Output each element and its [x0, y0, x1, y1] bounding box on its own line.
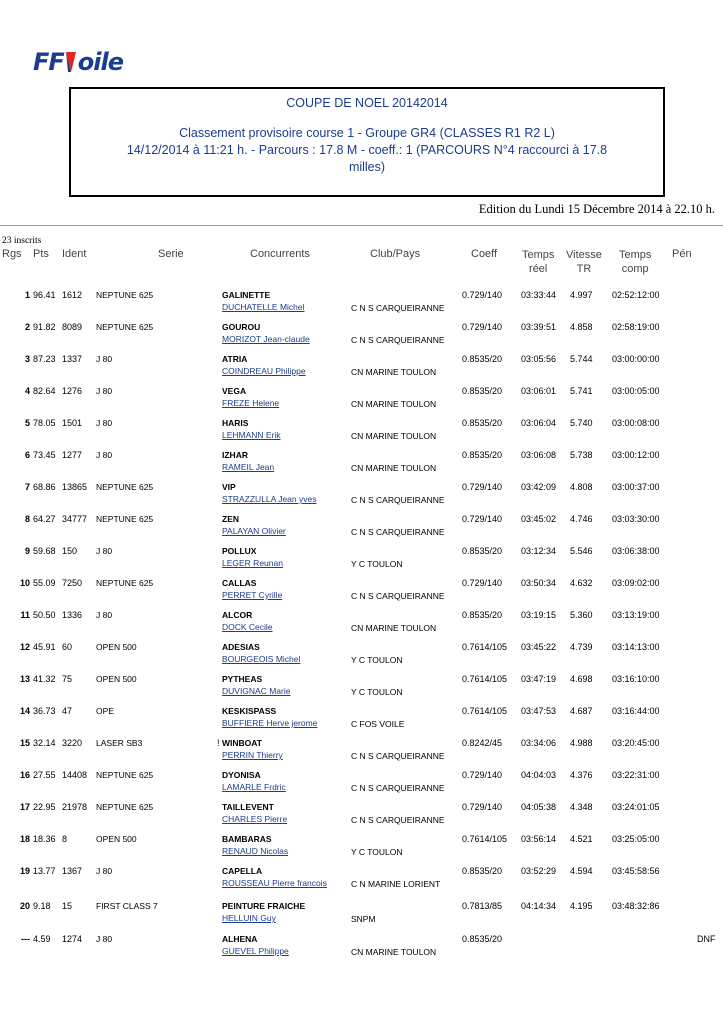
temps-comp: 03:20:45:00	[612, 738, 660, 748]
vitesse: 4.739	[570, 642, 593, 652]
ident: 60	[62, 642, 73, 652]
skipper-link[interactable]: RAMEIL Jean	[222, 462, 275, 472]
skipper-link[interactable]: STRAZZULLA Jean yves	[222, 494, 317, 504]
points: 87.23	[33, 354, 56, 364]
ident: 34777	[62, 514, 88, 524]
table-row	[0, 674, 723, 710]
table-row	[0, 322, 723, 358]
skipper-link[interactable]: CHARLES Pierre	[222, 814, 288, 824]
points: 22.95	[33, 802, 56, 812]
temps-reel: 03:47:53	[521, 706, 557, 716]
rank: ---	[21, 934, 30, 944]
vitesse: 4.858	[570, 322, 593, 332]
boat-name: WINBOAT	[222, 738, 262, 748]
skipper-link[interactable]: LEGER Reunan	[222, 558, 283, 568]
points: 73.45	[33, 450, 56, 460]
rank: 7	[24, 482, 30, 492]
serie: NEPTUNE 625	[96, 482, 154, 492]
coeff: 0.7813/85	[462, 901, 503, 911]
vitesse: 5.546	[570, 546, 593, 556]
ident: 8	[62, 834, 68, 844]
temps-comp: 03:22:31:00	[612, 770, 660, 780]
table-row	[0, 802, 723, 838]
vitesse: 4.746	[570, 514, 593, 524]
ident: 13865	[62, 482, 88, 492]
temps-comp: 03:45:58:56	[612, 866, 660, 876]
club: CN MARINE TOULON	[351, 367, 437, 377]
ident: 1501	[62, 418, 83, 428]
club: C N S CARQUEIRANNE	[351, 495, 445, 505]
points: 41.32	[33, 674, 56, 684]
ident: 1367	[62, 866, 83, 876]
vitesse: 4.195	[570, 901, 593, 911]
temps-reel: 04:05:38	[521, 802, 557, 812]
club: CN MARINE TOULON	[351, 431, 437, 441]
serie: NEPTUNE 625	[96, 290, 154, 300]
skipper-link[interactable]: DUCHATELLE Michel	[222, 302, 305, 312]
table-row	[0, 834, 723, 870]
temps-reel: 03:47:19	[521, 674, 557, 684]
skipper-link[interactable]: MORIZOT Jean-claude	[222, 334, 310, 344]
skipper-link[interactable]: PERRIN Thierry	[222, 750, 283, 760]
vitesse: 4.594	[570, 866, 593, 876]
vitesse: 4.698	[570, 674, 593, 684]
rank: 13	[19, 674, 30, 684]
vitesse: 4.988	[570, 738, 593, 748]
ident: 1612	[62, 290, 83, 300]
serie: OPEN 500	[96, 834, 137, 844]
sail-icon	[64, 50, 78, 74]
table-row	[0, 354, 723, 390]
coeff: 0.8535/20	[462, 450, 503, 460]
header-club: Club/Pays	[370, 248, 421, 260]
ident: 47	[62, 706, 73, 716]
serie: FIRST CLASS 7	[96, 901, 158, 911]
temps-comp: 03:03:30:00	[612, 514, 660, 524]
temps-reel: 03:45:02	[521, 514, 557, 524]
temps-comp: 03:24:01:05	[612, 802, 660, 812]
table-row	[0, 738, 723, 774]
vitesse: 4.632	[570, 578, 593, 588]
rank: 18	[19, 834, 30, 844]
ident: 1336	[62, 610, 83, 620]
boat-name: ZEN	[222, 514, 239, 524]
header-coeff: Coeff	[471, 248, 498, 260]
skipper-link[interactable]: FREZE Helene	[222, 398, 280, 408]
club: C N S CARQUEIRANNE	[351, 783, 445, 793]
skipper-link[interactable]: GUEVEL Philippe	[222, 946, 289, 956]
classement-line1: Classement provisoire course 1 - Groupe GR4 (CLASSES R1 R2 L)	[179, 126, 555, 140]
temps-comp: 03:16:10:00	[612, 674, 660, 684]
boat-name: ADESIAS	[222, 642, 260, 652]
ident: 14408	[62, 770, 88, 780]
coeff: 0.729/140	[462, 578, 503, 588]
header-concurrents: Concurrents	[250, 248, 310, 260]
table-row	[0, 290, 723, 326]
club: C N S CARQUEIRANNE	[351, 815, 445, 825]
club: C N S CARQUEIRANNE	[351, 751, 445, 761]
boat-name: ALCOR	[222, 610, 253, 620]
club: C N S CARQUEIRANNE	[351, 527, 445, 537]
table-row	[0, 901, 723, 937]
rank: 2	[24, 322, 30, 332]
serie: OPEN 500	[96, 642, 137, 652]
points: 82.64	[33, 386, 56, 396]
coeff: 0.8535/20	[462, 934, 503, 944]
club: C N S CARQUEIRANNE	[351, 303, 445, 313]
temps-comp: 03:09:02:00	[612, 578, 660, 588]
rank: 14	[19, 706, 30, 716]
coeff: 0.8535/20	[462, 386, 503, 396]
vitesse: 5.360	[570, 610, 593, 620]
boat-name: HARIS	[222, 418, 249, 428]
boat-name: VEGA	[222, 386, 247, 396]
serie: NEPTUNE 625	[96, 322, 154, 332]
club: Y C TOULON	[351, 559, 403, 569]
coeff: 0.729/140	[462, 770, 503, 780]
coeff: 0.7614/105	[462, 642, 508, 652]
rank: 6	[24, 450, 30, 460]
points: 55.09	[33, 578, 56, 588]
club: CN MARINE TOULON	[351, 623, 437, 633]
table-row	[0, 418, 723, 454]
coeff: 0.729/140	[462, 322, 503, 332]
header-pts: Pts	[33, 248, 49, 260]
points: 59.68	[33, 546, 56, 556]
club: Y C TOULON	[351, 687, 403, 697]
club: SNPM	[351, 914, 376, 924]
ident: 7250	[62, 578, 83, 588]
points: 96.41	[33, 290, 56, 300]
rank: 5	[24, 418, 30, 428]
temps-comp: 03:06:38:00	[612, 546, 660, 556]
rank: 3	[24, 354, 30, 364]
points: 91.82	[33, 322, 56, 332]
temps-reel: 04:14:34	[521, 901, 557, 911]
points: 9.18	[33, 901, 51, 911]
temps-comp: 03:13:19:00	[612, 610, 660, 620]
header-temps-reel: Temps réel	[522, 249, 555, 275]
coeff: 0.7614/105	[462, 706, 508, 716]
penalty: DNF	[697, 934, 716, 944]
points: 45.91	[33, 642, 56, 652]
serie: NEPTUNE 625	[96, 578, 154, 588]
rank: 16	[19, 770, 30, 780]
table-row	[0, 934, 723, 970]
table-row	[0, 482, 723, 518]
table-row	[0, 514, 723, 550]
points: 18.36	[33, 834, 56, 844]
temps-reel: 03:06:08	[521, 450, 557, 460]
skipper-link[interactable]: BOURGEOIS Michel	[222, 654, 301, 664]
ident: 8089	[62, 322, 83, 332]
header-pen: Pén	[672, 248, 692, 260]
temps-reel: 03:39:51	[521, 322, 557, 332]
rank: 19	[19, 866, 30, 876]
club: CN MARINE TOULON	[351, 947, 437, 957]
points: 4.59	[33, 934, 51, 944]
temps-reel: 03:45:22	[521, 642, 557, 652]
rank: 15	[19, 738, 30, 748]
rank: 20	[19, 901, 30, 911]
serie: OPE	[96, 706, 114, 716]
ident: 75	[62, 674, 73, 684]
serie: J 80	[96, 354, 113, 364]
boat-name: ATRIA	[222, 354, 248, 364]
coeff: 0.8535/20	[462, 546, 503, 556]
temps-reel: 03:12:34	[521, 546, 557, 556]
serie: J 80	[96, 386, 113, 396]
skipper-link[interactable]: DOCK Cecile	[222, 622, 273, 632]
vitesse: 4.808	[570, 482, 593, 492]
skipper-link[interactable]: PALAYAN Olivier	[222, 526, 286, 536]
header-rgs: Rgs	[2, 248, 22, 260]
skipper-link[interactable]: COINDREAU Philippe	[222, 366, 306, 376]
table-row	[0, 386, 723, 422]
points: 13.77	[33, 866, 56, 876]
table-row	[0, 706, 723, 742]
club: CN MARINE TOULON	[351, 399, 437, 409]
temps-comp: 02:58:19:00	[612, 322, 660, 332]
club: Y C TOULON	[351, 847, 403, 857]
coeff: 0.8535/20	[462, 866, 503, 876]
title-box	[69, 87, 665, 197]
vitesse: 5.740	[570, 418, 593, 428]
club: C N S CARQUEIRANNE	[351, 591, 445, 601]
temps-reel: 03:05:56	[521, 354, 557, 364]
logo-ff: FF	[33, 48, 64, 76]
coeff: 0.729/140	[462, 514, 503, 524]
ident: 1277	[62, 450, 83, 460]
vitesse: 5.738	[570, 450, 593, 460]
ffvoile-logo	[33, 48, 123, 76]
temps-reel: 03:42:09	[521, 482, 557, 492]
boat-name: IZHAR	[222, 450, 248, 460]
rank: 8	[24, 514, 30, 524]
coeff: 0.729/140	[462, 290, 503, 300]
edition-date: Edition du Lundi 15 Décembre 2014 à 22.10 h.	[478, 202, 715, 216]
serie: J 80	[96, 450, 113, 460]
table-row	[0, 546, 723, 582]
points: 50.50	[33, 610, 56, 620]
serie: LASER SB3	[96, 738, 143, 748]
skipper-link[interactable]: LAMARLE Frdric	[222, 782, 286, 792]
rank: 11	[20, 610, 30, 620]
rank: 9	[24, 546, 30, 556]
skipper-link[interactable]: HELLUIN Guy	[222, 913, 276, 923]
serie: J 80	[96, 418, 113, 428]
classement-line2: 14/12/2014 à 11:21 h. - Parcours : 17.8 M - coeff.: 1 (PARCOURS N°4 raccourci à 17.8	[126, 143, 608, 157]
vitesse: 4.521	[570, 834, 593, 844]
coeff: 0.7614/105	[462, 674, 508, 684]
coeff: 0.729/140	[462, 482, 503, 492]
table-row	[0, 642, 723, 678]
coeff: 0.8242/45	[462, 738, 503, 748]
ident: 21978	[62, 802, 88, 812]
temps-reel: 03:34:06	[521, 738, 557, 748]
skipper-link[interactable]: DUVIGNAC Marie	[222, 686, 291, 696]
points: 32.14	[33, 738, 56, 748]
boat-name: CALLAS	[222, 578, 257, 588]
temps-comp: 03:00:12:00	[612, 450, 660, 460]
ident: 15	[62, 901, 73, 911]
boat-name: POLLUX	[222, 546, 257, 556]
header-temps-comp: Temps comp	[619, 249, 652, 275]
temps-comp: 03:25:05:00	[612, 834, 660, 844]
points: 36.73	[33, 706, 56, 716]
temps-comp: 03:00:00:00	[612, 354, 660, 364]
ident: 1276	[62, 386, 83, 396]
table-row	[0, 770, 723, 806]
temps-reel: 03:50:34	[521, 578, 557, 588]
rank: 1	[24, 290, 30, 300]
rank: 4	[24, 386, 30, 396]
temps-reel: 03:19:15	[521, 610, 557, 620]
vitesse: 4.348	[570, 802, 593, 812]
vitesse: 5.741	[570, 386, 593, 396]
coeff: 0.8535/20	[462, 354, 503, 364]
boat-name: GALINETTE	[222, 290, 271, 300]
boat-name: DYONISA	[222, 770, 261, 780]
temps-comp: 03:00:08:00	[612, 418, 660, 428]
serie: J 80	[96, 610, 113, 620]
temps-reel: 03:33:44	[521, 290, 557, 300]
temps-comp: 03:48:32:86	[612, 901, 660, 911]
temps-reel: 03:52:29	[521, 866, 557, 876]
coeff: 0.7614/105	[462, 834, 508, 844]
vitesse: 4.687	[570, 706, 593, 716]
skipper-link[interactable]: ROUSSEAU Pierre francois	[222, 878, 327, 888]
temps-reel: 04:04:03	[521, 770, 557, 780]
points: 68.86	[33, 482, 56, 492]
boat-name: PYTHEAS	[222, 674, 263, 684]
serie: J 80	[96, 866, 113, 876]
temps-comp: 03:00:05:00	[612, 386, 660, 396]
points: 78.05	[33, 418, 56, 428]
points: 27.55	[33, 770, 56, 780]
club: C N MARINE LORIENT	[351, 879, 441, 889]
club: Y C TOULON	[351, 655, 403, 665]
divider	[0, 225, 723, 226]
vitesse: 5.744	[570, 354, 593, 364]
rank: 12	[19, 642, 30, 652]
boat-name: ALHENA	[222, 934, 258, 944]
serie: NEPTUNE 625	[96, 770, 154, 780]
serie: OPEN 500	[96, 674, 137, 684]
header-serie: Serie	[158, 248, 184, 260]
table-row	[0, 450, 723, 486]
temps-comp: 03:14:13:00	[612, 642, 660, 652]
event-title: COUPE DE NOEL 20142014	[286, 96, 448, 110]
ident: 3220	[62, 738, 83, 748]
header-ident: Ident	[62, 248, 87, 260]
boat-name: BAMBARAS	[222, 834, 272, 844]
skipper-link[interactable]: PERRET Cyrille	[222, 590, 283, 600]
ident: 1274	[62, 934, 83, 944]
coeff: 0.8535/20	[462, 418, 503, 428]
vitesse: 4.997	[570, 290, 593, 300]
warning-mark: !	[217, 738, 220, 748]
coeff: 0.729/140	[462, 802, 503, 812]
rank: 17	[19, 802, 30, 812]
classement-line3: milles)	[348, 160, 386, 174]
club: C FOS VOILE	[351, 719, 405, 729]
boat-name: GOUROU	[222, 322, 261, 332]
vitesse: 4.376	[570, 770, 593, 780]
logo-oile: oile	[77, 48, 124, 76]
points: 64.27	[33, 514, 56, 524]
temps-reel: 03:06:01	[521, 386, 557, 396]
table-row	[0, 610, 723, 646]
serie: NEPTUNE 625	[96, 514, 154, 524]
temps-reel: 03:56:14	[521, 834, 557, 844]
header-vitesse: Vitesse TR	[566, 249, 602, 275]
boat-name: PEINTURE FRAICHE	[222, 901, 306, 911]
table-row	[0, 866, 723, 902]
ident: 150	[62, 546, 78, 556]
club: CN MARINE TOULON	[351, 463, 437, 473]
skipper-link[interactable]: BUFFIERE Herve jerome	[222, 718, 318, 728]
club: C N S CARQUEIRANNE	[351, 335, 445, 345]
boat-name: TAILLEVENT	[222, 802, 274, 812]
skipper-link[interactable]: RENAUD Nicolas	[222, 846, 289, 856]
temps-comp: 02:52:12:00	[612, 290, 660, 300]
skipper-link[interactable]: LEHMANN Erik	[222, 430, 281, 440]
boat-name: VIP	[222, 482, 236, 492]
serie: NEPTUNE 625	[96, 802, 154, 812]
table-row	[0, 578, 723, 614]
temps-comp: 03:00:37:00	[612, 482, 660, 492]
serie: J 80	[96, 546, 113, 556]
temps-reel: 03:06:04	[521, 418, 557, 428]
temps-comp: 03:16:44:00	[612, 706, 660, 716]
coeff: 0.8535/20	[462, 610, 503, 620]
rank: 10	[19, 578, 30, 588]
serie: J 80	[96, 934, 113, 944]
boat-name: KESKISPASS	[222, 706, 277, 716]
ident: 1337	[62, 354, 83, 364]
boat-name: CAPELLA	[222, 866, 263, 876]
inscrits-count: 23 inscrits	[2, 236, 42, 246]
